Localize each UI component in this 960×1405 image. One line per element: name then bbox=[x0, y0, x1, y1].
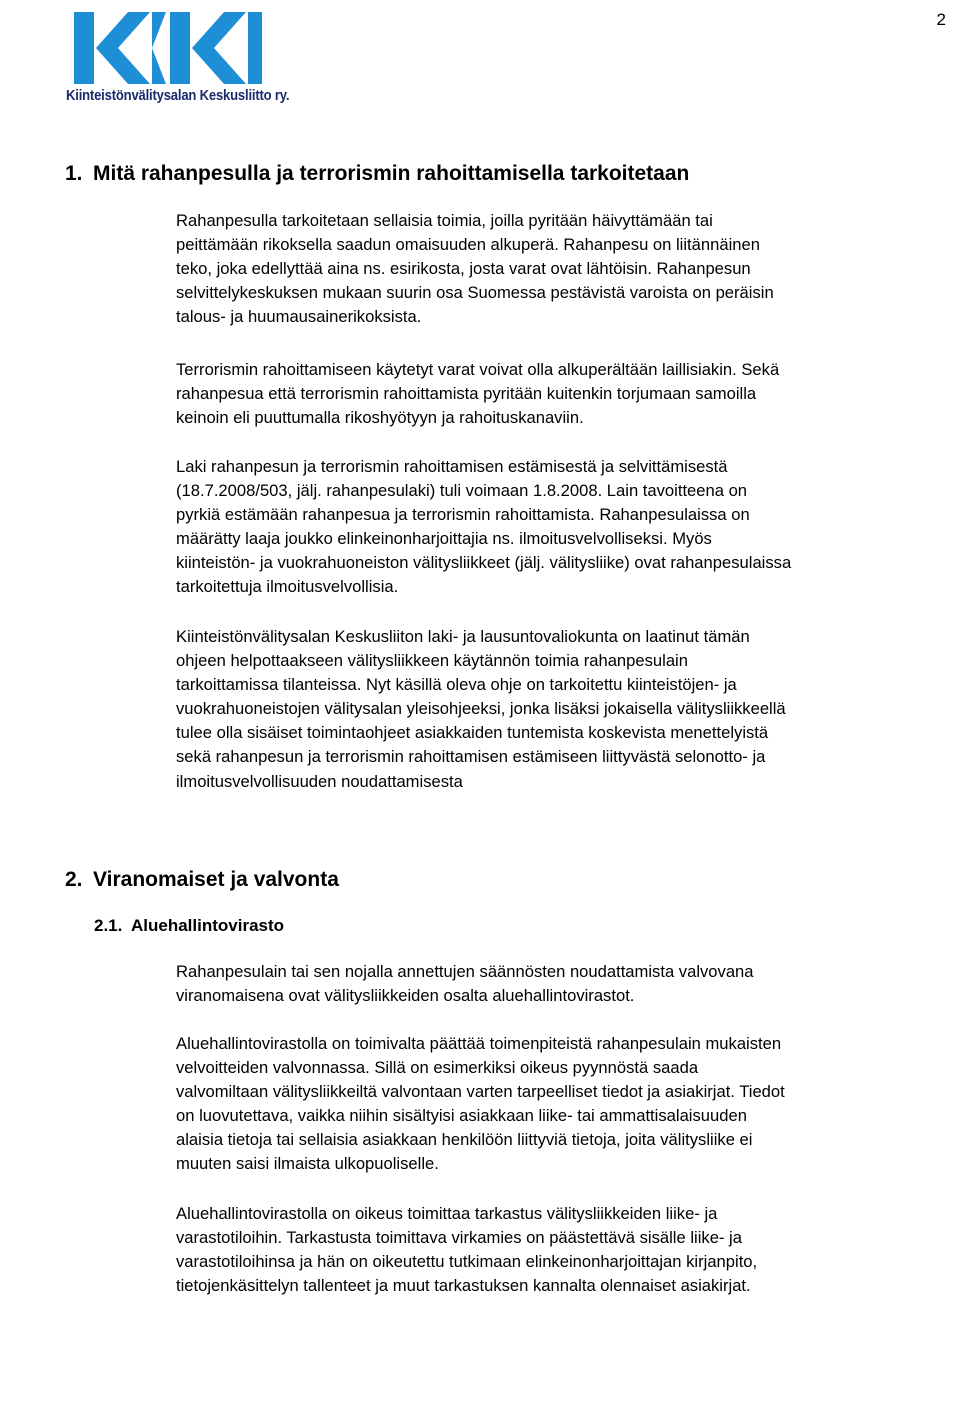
paragraph-line: keinoin eli puuttumalla rikoshyötyyn ja rahoituskanaviin. bbox=[176, 408, 584, 428]
paragraph-line: Rahanpesulain tai sen nojalla annettujen säännösten noudattamista valvovana bbox=[176, 962, 754, 981]
organization-logo bbox=[66, 8, 290, 108]
section-2-heading bbox=[65, 869, 339, 890]
paragraph-line: Laki rahanpesun ja terrorismin rahoittamisen estämisestä ja selvittämisestä bbox=[176, 457, 728, 476]
paragraph-line: pyrkiä estämään rahanpesua ja terrorismin rahoittamista. Rahanpesulaissa on bbox=[176, 505, 750, 525]
page-number: 2 bbox=[936, 10, 946, 29]
section-2-title: Viranomaiset ja valvonta bbox=[93, 868, 339, 891]
subsection-2-1-number: 2.1. bbox=[94, 916, 123, 935]
subsection-2-1-title: Aluehallintovirasto bbox=[131, 916, 285, 935]
paragraph-line: tarkoitettuja ilmoitusvelvollisia. bbox=[176, 577, 399, 597]
paragraph-line: rahanpesua että terrorismin rahoittamista pyritään kuitenkin torjumaan samoilla bbox=[176, 384, 757, 404]
paragraph-line: (18.7.2008/503, jälj. rahanpesulaki) tuli voimaan 1.8.2008. Lain tavoitteena on bbox=[176, 481, 748, 501]
section-1-heading bbox=[65, 163, 689, 184]
kk-logo-mark-icon bbox=[66, 8, 266, 88]
section-1-number: 1. bbox=[65, 162, 83, 185]
paragraph-line: ohjeen helpottaakseen välitysliikkeen käytännön toimia rahanpesulain bbox=[176, 651, 688, 671]
section-2-number: 2. bbox=[65, 868, 83, 891]
section-2-paragraph-3 bbox=[176, 1202, 960, 1298]
section-1-paragraph-1 bbox=[176, 209, 960, 329]
paragraph-line: määrätty laaja joukko elinkeinonharjoittajia ns. ilmoitusvelvolliseksi. Myös bbox=[176, 529, 712, 549]
section-2-paragraph-1 bbox=[176, 960, 960, 1008]
paragraph-line: tarkoittamissa tilanteissa. Nyt käsillä oleva ohje on tarkoitettu kiinteistöjen- ja bbox=[176, 675, 737, 695]
paragraph-line: kiinteistön- ja vuokrahuoneiston välitysliikkeet (jälj. välitysliike) ovat rahanpesulaissa bbox=[176, 553, 792, 573]
section-1-paragraph-2 bbox=[176, 358, 960, 430]
paragraph-line: sekä rahanpesun ja terrorismin rahoittamisen estämiseen liittyvästä selonotto- ja bbox=[176, 747, 766, 767]
paragraph-line: Aluehallintovirastolla on oikeus toimittaa tarkastus välitysliikkeiden liike- ja bbox=[176, 1204, 718, 1223]
paragraph-line: velvoitteiden valvonnassa. Sillä on esimerkiksi oikeus pyynnöstä saada bbox=[176, 1058, 699, 1078]
subsection-2-1-heading bbox=[94, 917, 284, 934]
paragraph-line: valvomiltaan välitysliikkeiltä valvontaan varten tarpeelliset tiedot ja asiakirjat. Tiedot bbox=[176, 1082, 785, 1102]
paragraph-line: Kiinteistönvälitysalan Keskusliiton laki- ja lausuntovaliokunta on laatinut tämän bbox=[176, 627, 750, 646]
paragraph-line: tietojenkäsittelyn tallenteet ja muut tarkastuksen kannalta olennaiset asiakirjat. bbox=[176, 1276, 751, 1296]
paragraph-line: tulee olla sisäiset toimintaohjeet asiakkaiden tuntemista koskevista menettelyistä bbox=[176, 723, 769, 743]
section-1-paragraph-3 bbox=[176, 455, 960, 600]
paragraph-line: alaisia tietoja tai sellaisia asiakkaan henkilöön liittyviä tietoja, joita välitysliike ei bbox=[176, 1130, 753, 1150]
paragraph-line: viranomaisena ovat välitysliikkeiden osalta aluehallintovirastot. bbox=[176, 986, 635, 1006]
paragraph-line: talous- ja huumausainerikoksista. bbox=[176, 307, 422, 327]
section-1-title: Mitä rahanpesulla ja terrorismin rahoittamisella tarkoitetaan bbox=[93, 162, 690, 185]
paragraph-line: varastotiloihin. Tarkastusta toimittava virkamies on päästettävä sisälle liike- ja bbox=[176, 1228, 742, 1248]
paragraph-line: Terrorismin rahoittamiseen käytetyt varat voivat olla alkuperältään laillisiakin. Sekä bbox=[176, 360, 780, 379]
paragraph-line: muuten saisi ilmaista ulkopuoliselle. bbox=[176, 1154, 439, 1174]
paragraph-line: vuokrahuoneistojen välitysalan yleisohjeeksi, jonka lisäksi jokaisella välitysliikkeellä bbox=[176, 699, 786, 719]
logo-organization-name: Kiinteistönvälitysalan Keskusliitto ry. bbox=[66, 88, 290, 104]
section-1-paragraph-4 bbox=[176, 625, 960, 794]
section-2-paragraph-2 bbox=[176, 1032, 960, 1177]
paragraph-line: Aluehallintovirastolla on toimivalta päättää toimenpiteistä rahanpesulain mukaisten bbox=[176, 1034, 782, 1053]
paragraph-line: peittämään rikoksella saadun omaisuuden alkuperä. Rahanpesu on liitännäinen bbox=[176, 235, 760, 255]
paragraph-line: teko, joka edellyttää aina ns. esirikosta, josta varat ovat lähtöisin. Rahanpesun bbox=[176, 259, 751, 279]
paragraph-line: varastotiloihinsa ja hän on oikeutettu tutkimaan elinkeinonharjoittajan kirjanpito, bbox=[176, 1252, 758, 1272]
paragraph-line: ilmoitusvelvollisuuden noudattamisesta bbox=[176, 771, 463, 791]
paragraph-line: selvittelykeskuksen mukaan suurin osa Suomessa pestävistä varoista on peräisin bbox=[176, 283, 774, 303]
paragraph-line: on luovutettava, vaikka niihin sisältyisi asiakkaan liike- tai ammattisalaisuuden bbox=[176, 1106, 747, 1126]
paragraph-line: Rahanpesulla tarkoitetaan sellaisia toimia, joilla pyritään häivyttämään tai bbox=[176, 211, 713, 230]
